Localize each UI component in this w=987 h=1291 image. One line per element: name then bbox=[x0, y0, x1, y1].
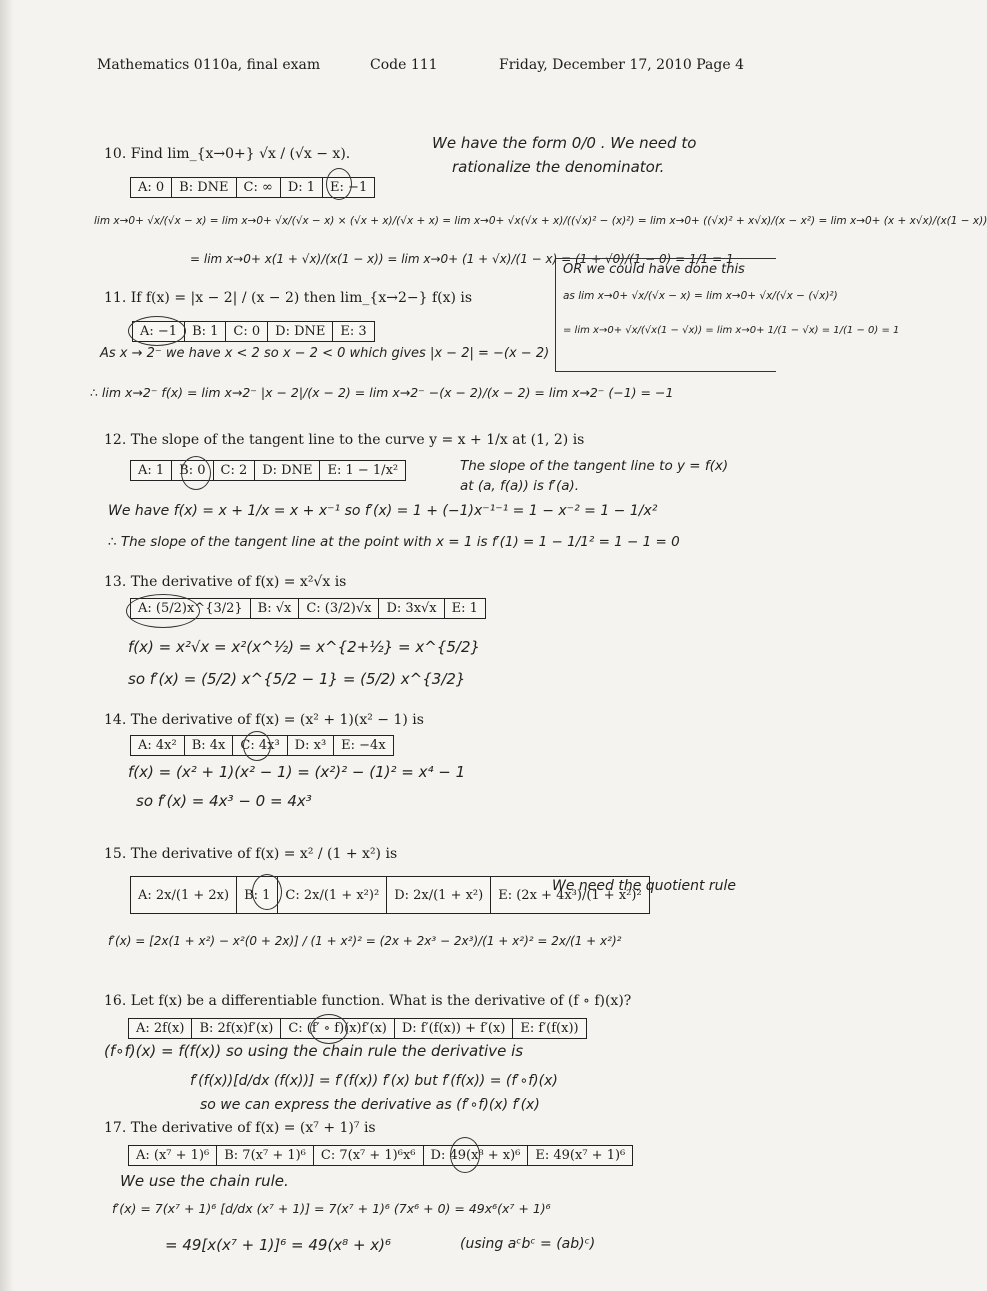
q11-choice-d[interactable]: D: DNE bbox=[267, 322, 332, 341]
q17-work-3: = 49[x(x⁷ + 1)]⁶ = 49(x⁸ + x)⁶ bbox=[165, 1236, 392, 1254]
q14-choice-e[interactable]: E: −4x bbox=[333, 736, 393, 755]
q13-answer-circle bbox=[126, 594, 200, 628]
q16-choices bbox=[128, 1018, 587, 1039]
q12-note-1: The slope of the tangent line to y = f(x) bbox=[460, 458, 729, 474]
q10-note-1: We have the form 0/0 . We need to bbox=[432, 134, 697, 152]
question-14-prompt: 14. The derivative of f(x) = (x² + 1)(x² − 1) is bbox=[104, 712, 424, 728]
q10-work-2: = lim x→0+ x(1 + √x)/(x(1 − x)) = lim x→0+ (1 + √x)/(1 − x) = (1 + √0)/(1 − 0) = 1/1 = 1 bbox=[190, 252, 734, 266]
q17-answer-circle bbox=[450, 1137, 480, 1173]
q15-choice-d[interactable]: D: 2x/(1 + x²) bbox=[386, 877, 490, 913]
q16-work-3: so we can express the derivative as (f′∘f)(x) f′(x) bbox=[200, 1097, 540, 1113]
q16-choice-c[interactable]: C: (f′ ∘ f)(x)f′(x) bbox=[280, 1019, 394, 1038]
question-16-prompt: 16. Let f(x) be a differentiable function. What is the derivative of (f ∘ f)(x)? bbox=[104, 993, 632, 1009]
q14-work-2: so f′(x) = 4x³ − 0 = 4x³ bbox=[136, 792, 312, 810]
q16-choice-e[interactable]: E: f′(f(x)) bbox=[512, 1019, 585, 1038]
q10-choice-e[interactable]: E: −1 bbox=[322, 178, 374, 197]
q11-choice-b[interactable]: B: 1 bbox=[184, 322, 225, 341]
q16-work-2: f′(f(x))[d/dx (f(x))] = f′(f(x)) f′(x) but f′(f(x)) = (f′∘f)(x) bbox=[190, 1073, 558, 1089]
q17-choice-b[interactable]: B: 7(x⁷ + 1)⁶ bbox=[216, 1146, 313, 1165]
q15-choice-a[interactable]: A: 2x/(1 + 2x) bbox=[138, 887, 230, 903]
q14-answer-circle bbox=[243, 731, 271, 761]
scan-edge-shadow bbox=[0, 0, 14, 1291]
q10-choice-a[interactable]: A: 0 bbox=[138, 180, 165, 195]
q17-choice-c[interactable]: C: 7(x⁷ + 1)⁶x⁶ bbox=[313, 1146, 423, 1165]
q12-choice-a[interactable]: A: 1 bbox=[138, 463, 165, 478]
q16-choice-b[interactable]: B: 2f(x)f′(x) bbox=[191, 1019, 280, 1038]
q17-work-2: f′(x) = 7(x⁷ + 1)⁶ [d/dx (x⁷ + 1)] = 7(x⁷ + 1)⁶ (7x⁶ + 0) = 49x⁶(x⁷ + 1)⁶ bbox=[112, 1201, 551, 1216]
q17-choice-e[interactable]: E: 49(x⁷ + 1)⁶ bbox=[527, 1146, 632, 1165]
q10-answer-circle bbox=[326, 168, 352, 200]
q16-work-1: (f∘f)(x) = f(f(x)) so using the chain rule the derivative is bbox=[104, 1042, 524, 1060]
q11-answer-circle bbox=[128, 316, 186, 346]
q10-work-1: lim x→0+ √x/(√x − x) = lim x→0+ √x/(√x − x) × (√x + x)/(√x + x) = lim x→0+ √x(√x + x)/((√x)² − (x)²) = lim x→0+ ((√x)² + x√x)/(x − x²) = lim x→0+ (x + x√x)/(x(1 − x)) bbox=[94, 215, 987, 227]
question-15-prompt: 15. The derivative of f(x) = x² / (1 + x²) is bbox=[104, 846, 398, 862]
q13-work-2: so f′(x) = (5/2) x^{5/2 − 1} = (5/2) x^{3/2} bbox=[128, 670, 466, 688]
q12-choice-b[interactable]: B: 0 bbox=[171, 461, 212, 480]
q15-note-1: We need the quotient rule bbox=[552, 878, 737, 894]
q10-alt-1: OR we could have done this bbox=[563, 262, 745, 277]
q16-answer-circle bbox=[310, 1014, 348, 1044]
q16-choice-a[interactable]: A: 2f(x) bbox=[136, 1021, 185, 1036]
q12-choice-e[interactable]: E: 1 − 1/x² bbox=[319, 461, 405, 480]
q13-choice-d[interactable]: D: 3x√x bbox=[378, 599, 443, 618]
q15-choice-e[interactable]: E: (2x + 4x³)/(1 + x²)² bbox=[490, 877, 648, 913]
q10-choice-b[interactable]: B: DNE bbox=[171, 178, 235, 197]
q14-choice-b[interactable]: B: 4x bbox=[184, 736, 233, 755]
question-12-prompt: 12. The slope of the tangent line to the curve y = x + 1/x at (1, 2) is bbox=[104, 432, 585, 448]
q15-answer-circle bbox=[252, 874, 282, 910]
question-17-prompt: 17. The derivative of f(x) = (x⁷ + 1)⁷ is bbox=[104, 1120, 376, 1136]
q17-choice-a[interactable]: A: (x⁷ + 1)⁶ bbox=[136, 1148, 210, 1163]
q17-choice-d[interactable]: D: 49(x⁸ + x)⁶ bbox=[423, 1146, 528, 1165]
q14-choice-c[interactable]: C: 4x³ bbox=[232, 736, 286, 755]
q10-alt-3: = lim x→0+ √x/(√x(1 − √x)) = lim x→0+ 1/(1 − √x) = 1/(1 − 0) = 1 bbox=[563, 325, 900, 336]
q15-choice-b[interactable]: B: 1 bbox=[236, 877, 277, 913]
exam-code: Code 111 bbox=[370, 57, 438, 73]
q10-choice-d[interactable]: D: 1 bbox=[280, 178, 322, 197]
q13-choice-c[interactable]: C: (3/2)√x bbox=[298, 599, 378, 618]
q17-choices bbox=[128, 1145, 633, 1166]
q17-work-4: (using aᶜbᶜ = (ab)ᶜ) bbox=[460, 1236, 596, 1252]
question-13-prompt: 13. The derivative of f(x) = x²√x is bbox=[104, 574, 347, 590]
q12-work-2: ∴ The slope of the tangent line at the point with x = 1 is f′(1) = 1 − 1/1² = 1 − 1 = 0 bbox=[108, 534, 680, 550]
question-11-prompt: 11. If f(x) = |x − 2| / (x − 2) then lim_{x→2−} f(x) is bbox=[104, 290, 473, 306]
q10-note-2: rationalize the denominator. bbox=[452, 158, 665, 176]
q11-choice-a[interactable]: A: −1 bbox=[140, 324, 178, 339]
q12-answer-circle bbox=[181, 456, 211, 490]
q10-choice-c[interactable]: C: ∞ bbox=[236, 178, 280, 197]
q11-choice-c[interactable]: C: 0 bbox=[225, 322, 267, 341]
q13-choice-b[interactable]: B: √x bbox=[250, 599, 299, 618]
q13-choice-e[interactable]: E: 1 bbox=[444, 599, 485, 618]
date-page: Friday, December 17, 2010 Page 4 bbox=[499, 57, 744, 73]
q12-note-2: at (a, f(a)) is f′(a). bbox=[460, 478, 580, 494]
q15-choice-c[interactable]: C: 2x/(1 + x²)² bbox=[277, 877, 386, 913]
q11-work-1: As x → 2⁻ we have x < 2 so x − 2 < 0 which gives |x − 2| = −(x − 2) bbox=[100, 346, 550, 361]
q13-choice-a[interactable]: A: (5/2)x^{3/2} bbox=[138, 601, 243, 616]
q14-choice-a[interactable]: A: 4x² bbox=[138, 738, 177, 753]
q17-work-1: We use the chain rule. bbox=[120, 1172, 289, 1190]
q16-choice-d[interactable]: D: f′(f(x)) + f′(x) bbox=[394, 1019, 513, 1038]
q12-choice-d[interactable]: D: DNE bbox=[254, 461, 319, 480]
q12-work-1: We have f(x) = x + 1/x = x + x⁻¹ so f′(x) = 1 + (−1)x⁻¹⁻¹ = 1 − x⁻² = 1 − 1/x² bbox=[108, 503, 658, 519]
q13-work-1: f(x) = x²√x = x²(x^½) = x^{2+½} = x^{5/2} bbox=[128, 638, 481, 656]
q12-choice-c[interactable]: C: 2 bbox=[213, 461, 255, 480]
q14-work-1: f(x) = (x² + 1)(x² − 1) = (x²)² − (1)² = x⁴ − 1 bbox=[128, 763, 466, 781]
course-title: Mathematics 0110a, final exam bbox=[97, 57, 321, 73]
q15-work-1: f′(x) = [2x(1 + x²) − x²(0 + 2x)] / (1 + x²)² = (2x + 2x³ − 2x³)/(1 + x²)² = 2x/(1 + x²)² bbox=[108, 934, 622, 948]
q11-work-2: ∴ lim x→2⁻ f(x) = lim x→2⁻ |x − 2|/(x − 2) = lim x→2⁻ −(x − 2)/(x − 2) = lim x→2⁻ (−1) = −1 bbox=[90, 385, 674, 400]
q14-choice-d[interactable]: D: x³ bbox=[287, 736, 333, 755]
q10-alt-2: as lim x→0+ √x/(√x − x) = lim x→0+ √x/(√x − (√x)²) bbox=[563, 290, 838, 302]
q12-choices bbox=[130, 460, 406, 481]
question-10-prompt: 10. Find lim_{x→0+} √x / (√x − x). bbox=[104, 146, 351, 162]
q11-choice-e[interactable]: E: 3 bbox=[332, 322, 373, 341]
